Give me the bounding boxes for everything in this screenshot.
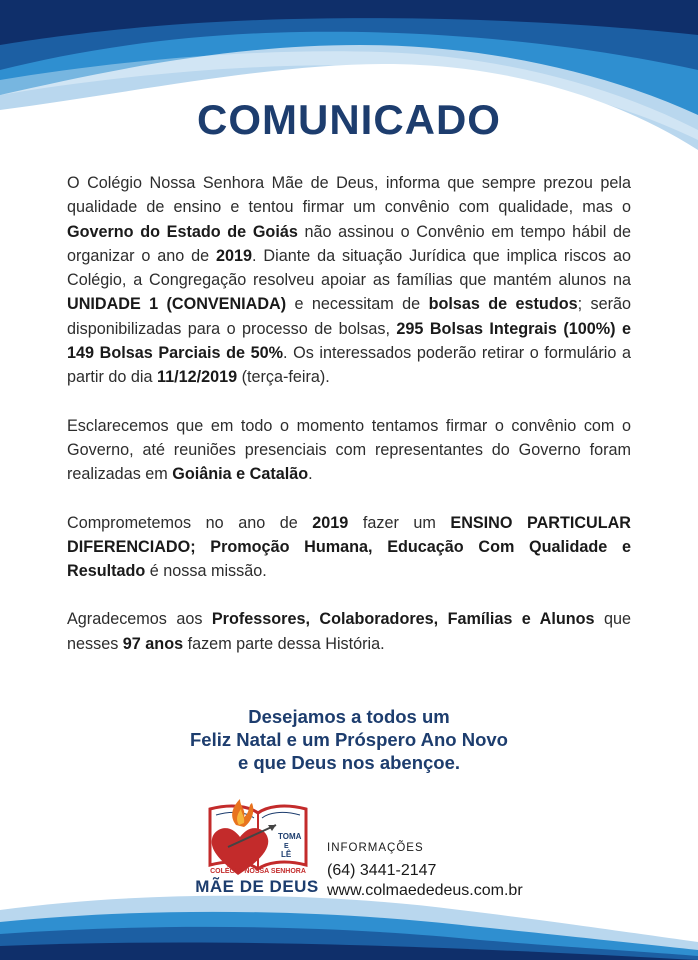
contact-website: www.colmaededeus.com.br <box>327 882 523 899</box>
text: . Os interessados poderão retirar o formulário a partir do dia <box>67 344 631 387</box>
text: Agradecemos aos <box>67 610 212 629</box>
text: . <box>308 465 313 484</box>
text: que nesses <box>67 610 631 653</box>
logo-motto-3: LÊ <box>281 850 292 859</box>
text: não assinou o Convênio em tempo hábil de organizar o ano de <box>67 222 631 265</box>
bold-text: bolsas de estudos <box>428 295 578 314</box>
text: O Colégio Nossa Senhora Mãe de Deus, informa que sempre prezou pela qualidade de ensino e tentou firmar um convênio com qualidade, mas o <box>67 174 631 217</box>
bold-text: 11/12/2019 <box>156 368 238 387</box>
bold-text: Goiânia e Catalão <box>172 465 309 484</box>
logo-school-name: MÃE DE DEUS <box>195 877 319 896</box>
text: (terça-feira). <box>237 368 330 387</box>
logo-motto-2: E <box>284 843 289 850</box>
bold-text: Governo do Estado de Goiás <box>67 222 298 241</box>
paragraph-2 <box>67 414 631 487</box>
paragraph-1 <box>67 171 631 390</box>
greeting-line-2: Feliz Natal e um Próspero Ano Novo <box>190 729 508 750</box>
holiday-greeting <box>0 705 698 774</box>
text: Esclarecemos que em todo o momento tentamos firmar o convênio com o Governo, até reuniões presenciais com representantes do Governo foram realizadas em <box>67 416 631 484</box>
logo-school-label: COLÉGIO NOSSA SENHORA <box>210 868 306 875</box>
bold-text: 97 anos <box>122 634 184 653</box>
text: fazer um <box>348 513 451 532</box>
bottom-wave-decoration <box>0 870 698 960</box>
contact-phone: (64) 3441-2147 <box>327 862 437 879</box>
text: ; serão disponibilizadas para o processo de bolsas, <box>67 295 631 338</box>
paragraph-4 <box>67 607 631 656</box>
text: . Diante da situação Jurídica que implica riscos ao Colégio, a Congregação resolveu apoiar as famílias que mantém alunos na <box>67 246 632 290</box>
greeting-line-1: Desejamos a todos um <box>248 706 450 727</box>
text: e necessitam de <box>286 295 429 314</box>
bold-text: Professores, Colaboradores, Famílias e Alunos <box>211 610 595 629</box>
text: fazem parte dessa História. <box>183 634 385 653</box>
logo-motto-1: TOMA <box>278 832 302 841</box>
contact-label: INFORMAÇÕES <box>327 842 424 854</box>
bold-text: 2019 <box>216 246 253 265</box>
greeting-line-3: e que Deus nos abençoe. <box>237 752 461 773</box>
bold-text: 2019 <box>312 513 349 532</box>
paragraph-3 <box>67 511 631 584</box>
bold-text: UNIDADE 1 (CONVENIADA) <box>67 295 287 314</box>
text: é nossa missão. <box>145 562 267 581</box>
text: Comprometemos no ano de <box>67 513 313 532</box>
announcement-body <box>67 171 631 680</box>
page-title: COMUNICADO <box>197 96 501 143</box>
bold-text: 295 Bolsas Integrais (100%) e 149 Bolsas Parciais de 50% <box>67 319 631 363</box>
bold-text: ENSINO PARTICULAR DIFERENCIADO; Promoção Humana, Educação Com Qualidade e Resultado <box>67 513 631 581</box>
